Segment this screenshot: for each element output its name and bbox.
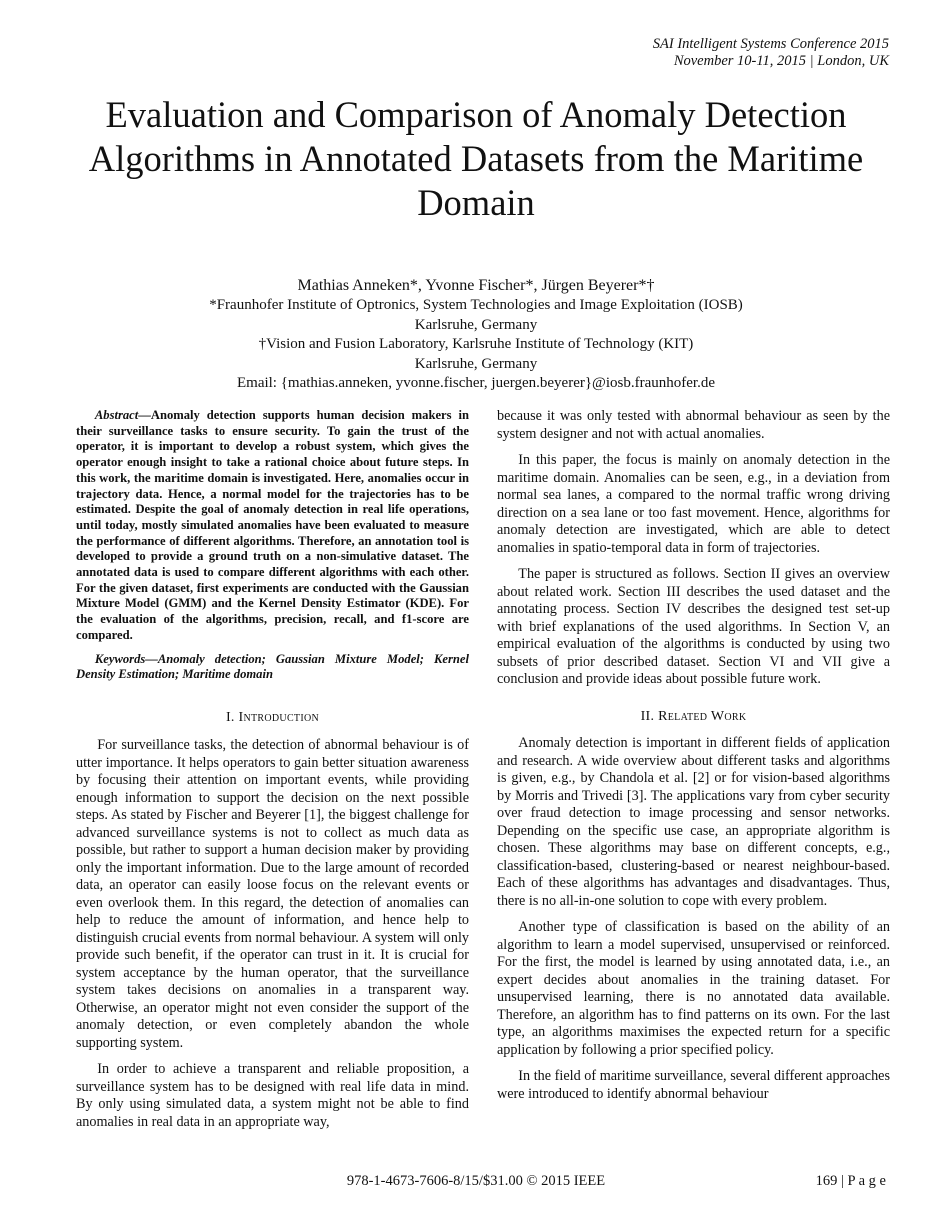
affiliation-1-location: Karlsruhe, Germany <box>414 316 538 333</box>
paragraph: The paper is structured as follows. Section II gives an overview about related work. Section III describes the used dataset and the annotating process. Section IV describes the designed test set-up with brief explanations of the used algorithms. In Section V, an empirical evaluation of the algorithms is conducted by using two subsets of prior described dataset. Section VI and VII give a conclusion and provide ideas about possible future work. <box>497 566 890 687</box>
page-number: 169 | P a g e <box>815 1173 886 1189</box>
keywords: Keywords—Anomaly detection; Gaussian Mixture Model; Kernel Density Estimation; Maritime domain <box>76 651 469 682</box>
paragraph: because it was only tested with abnormal behaviour as seen by the system designer and not with actual anomalies. <box>497 408 890 442</box>
page-footer <box>0 1173 952 1190</box>
isbn-copyright: 978-1-4673-7606-8/15/$31.00 © 2015 IEEE <box>346 1173 606 1189</box>
conference-header <box>653 36 889 70</box>
left-column <box>76 408 469 1131</box>
paper-title: Evaluation and Comparison of Anomaly Detection Algorithms in Annotated Datasets from the Maritime Domain <box>88 94 864 223</box>
paragraph: Another type of classification is based on the ability of an algorithm to learn a model supervised, unsupervised or reinforced. For the first, the model is learned by using annotated data, i.e., an expert decides about anomalies in the training dataset. For unsupervised learning, there is no annotated data available. Therefore, an algorithm has to find patterns on its own. For the last type, an algorithms maximises the expected return for a specific application by following a prior specified policy. <box>497 919 890 1058</box>
conference-name: SAI Intelligent Systems Conference 2015 <box>652 36 889 52</box>
paragraph: In the field of maritime surveillance, several different approaches were introduced to identify abnormal behaviour <box>497 1068 890 1102</box>
paragraph: Anomaly detection is important in different fields of application and research. A wide overview about different tasks and algorithms is given, e.g., by Chandola et al. [2] or for vision-based algorithms by Morris and Trivedi [3]. The applications vary from cyber security over fraud detection to image processing and sensor networks. Depending on the specific use case, an appropriate algorithm is chosen. These algorithms may base on different concepts, e.g., classification-based, clustering-based or nearest neighbour-based. Each of these algorithms has advantages and disadvantages. Thus, there is no all-in-one solution to cope with every problem. <box>497 735 890 909</box>
paragraph: For surveillance tasks, the detection of abnormal behaviour is of utter importance. It helps operators to gain better situation awareness by focusing their attention on important events, while providing enough information to support the decision on the next possible steps. As stated by Fischer and Beyerer [1], the biggest challenge for advanced surveillance systems is not to collect as much data as possible, but rather to support a human decision maker by providing only the important information. Due to the large amount of recorded data, an operator can easily loose focus on the relevant events or even overlook them. In this regard, the detection of anomalies can help to reduce the amount of information, and hence help to distinguish crucial events from normal behaviour. A system will only provide such benefit, if the operator can trust in it. It is crucial for system acceptance by the human operator, that the surveillance system takes decisions on anomalies in a transparent way. Otherwise, an operator might not even consider the support of the anomaly detection, or even completely abandon the whole supporting system. <box>76 737 469 1051</box>
affiliation-2-location: Karlsruhe, Germany <box>414 355 538 372</box>
right-column <box>497 408 890 1103</box>
abstract <box>76 408 469 644</box>
abstract-label: Abstract <box>94 408 139 422</box>
abstract-text: —Anomaly detection supports human decision makers in their surveillance tasks to ensure security. To gain the trust of the operator, it is important to develop a robust system, which gives the operator enough insight to take a rational choice about future steps. In this work, the maritime domain is investigated. Here, anomalies occur in trajectory data. Hence, a normal model for the trajectories has to be estimated. Despite the goal of anomaly detection in real life operations, until today, mostly simulated anomalies have been evaluated to measure the performance of different algorithms. Therefore, an annotation tool is developed to provide a ground truth on a non-simulative dataset. The annotated data is used to compare different algorithms with each other. For the given dataset, first experiments are conducted with the Gaussian Mixture Model (GMM) and the Kernel Density Estimator (KDE). For the evaluation of the algorithms, precision, recall, and f1-score are compared. <box>76 408 469 642</box>
author-email: Email: {mathias.anneken, yvonne.fischer, juergen.beyerer}@iosb.fraunhofer.de <box>236 375 715 392</box>
author-block <box>60 276 892 393</box>
affiliation-1: *Fraunhofer Institute of Optronics, System Technologies and Image Exploitation (IOSB) <box>209 297 743 314</box>
section-heading-introduction: I. Introduction <box>225 709 320 725</box>
paragraph: In this paper, the focus is mainly on anomaly detection in the maritime domain. Anomalies can be seen, e.g., in a deviation from normal sea lanes, a compared to the normal traffic wrong driving direction on a sea lane or too fast movement. Hence, algorithms for anomaly detection are investigated, which are able to detect anomalies in spatio-temporal data in form of trajectories. <box>497 452 890 556</box>
author-names: Mathias Anneken*, Yvonne Fischer*, Jürgen Beyerer*† <box>297 277 655 294</box>
section-heading-related-work: II. Related Work <box>640 708 747 724</box>
paragraph: In order to achieve a transparent and reliable proposition, a surveillance system has to be designed with real life data in mind. By only using simulated data, a system might not be able to find anomalies in real data in an appropriate way, <box>76 1061 469 1130</box>
affiliation-2: †Vision and Fusion Laboratory, Karlsruhe Institute of Technology (KIT) <box>258 336 694 353</box>
conference-date-location: November 10-11, 2015 | London, UK <box>673 53 889 69</box>
